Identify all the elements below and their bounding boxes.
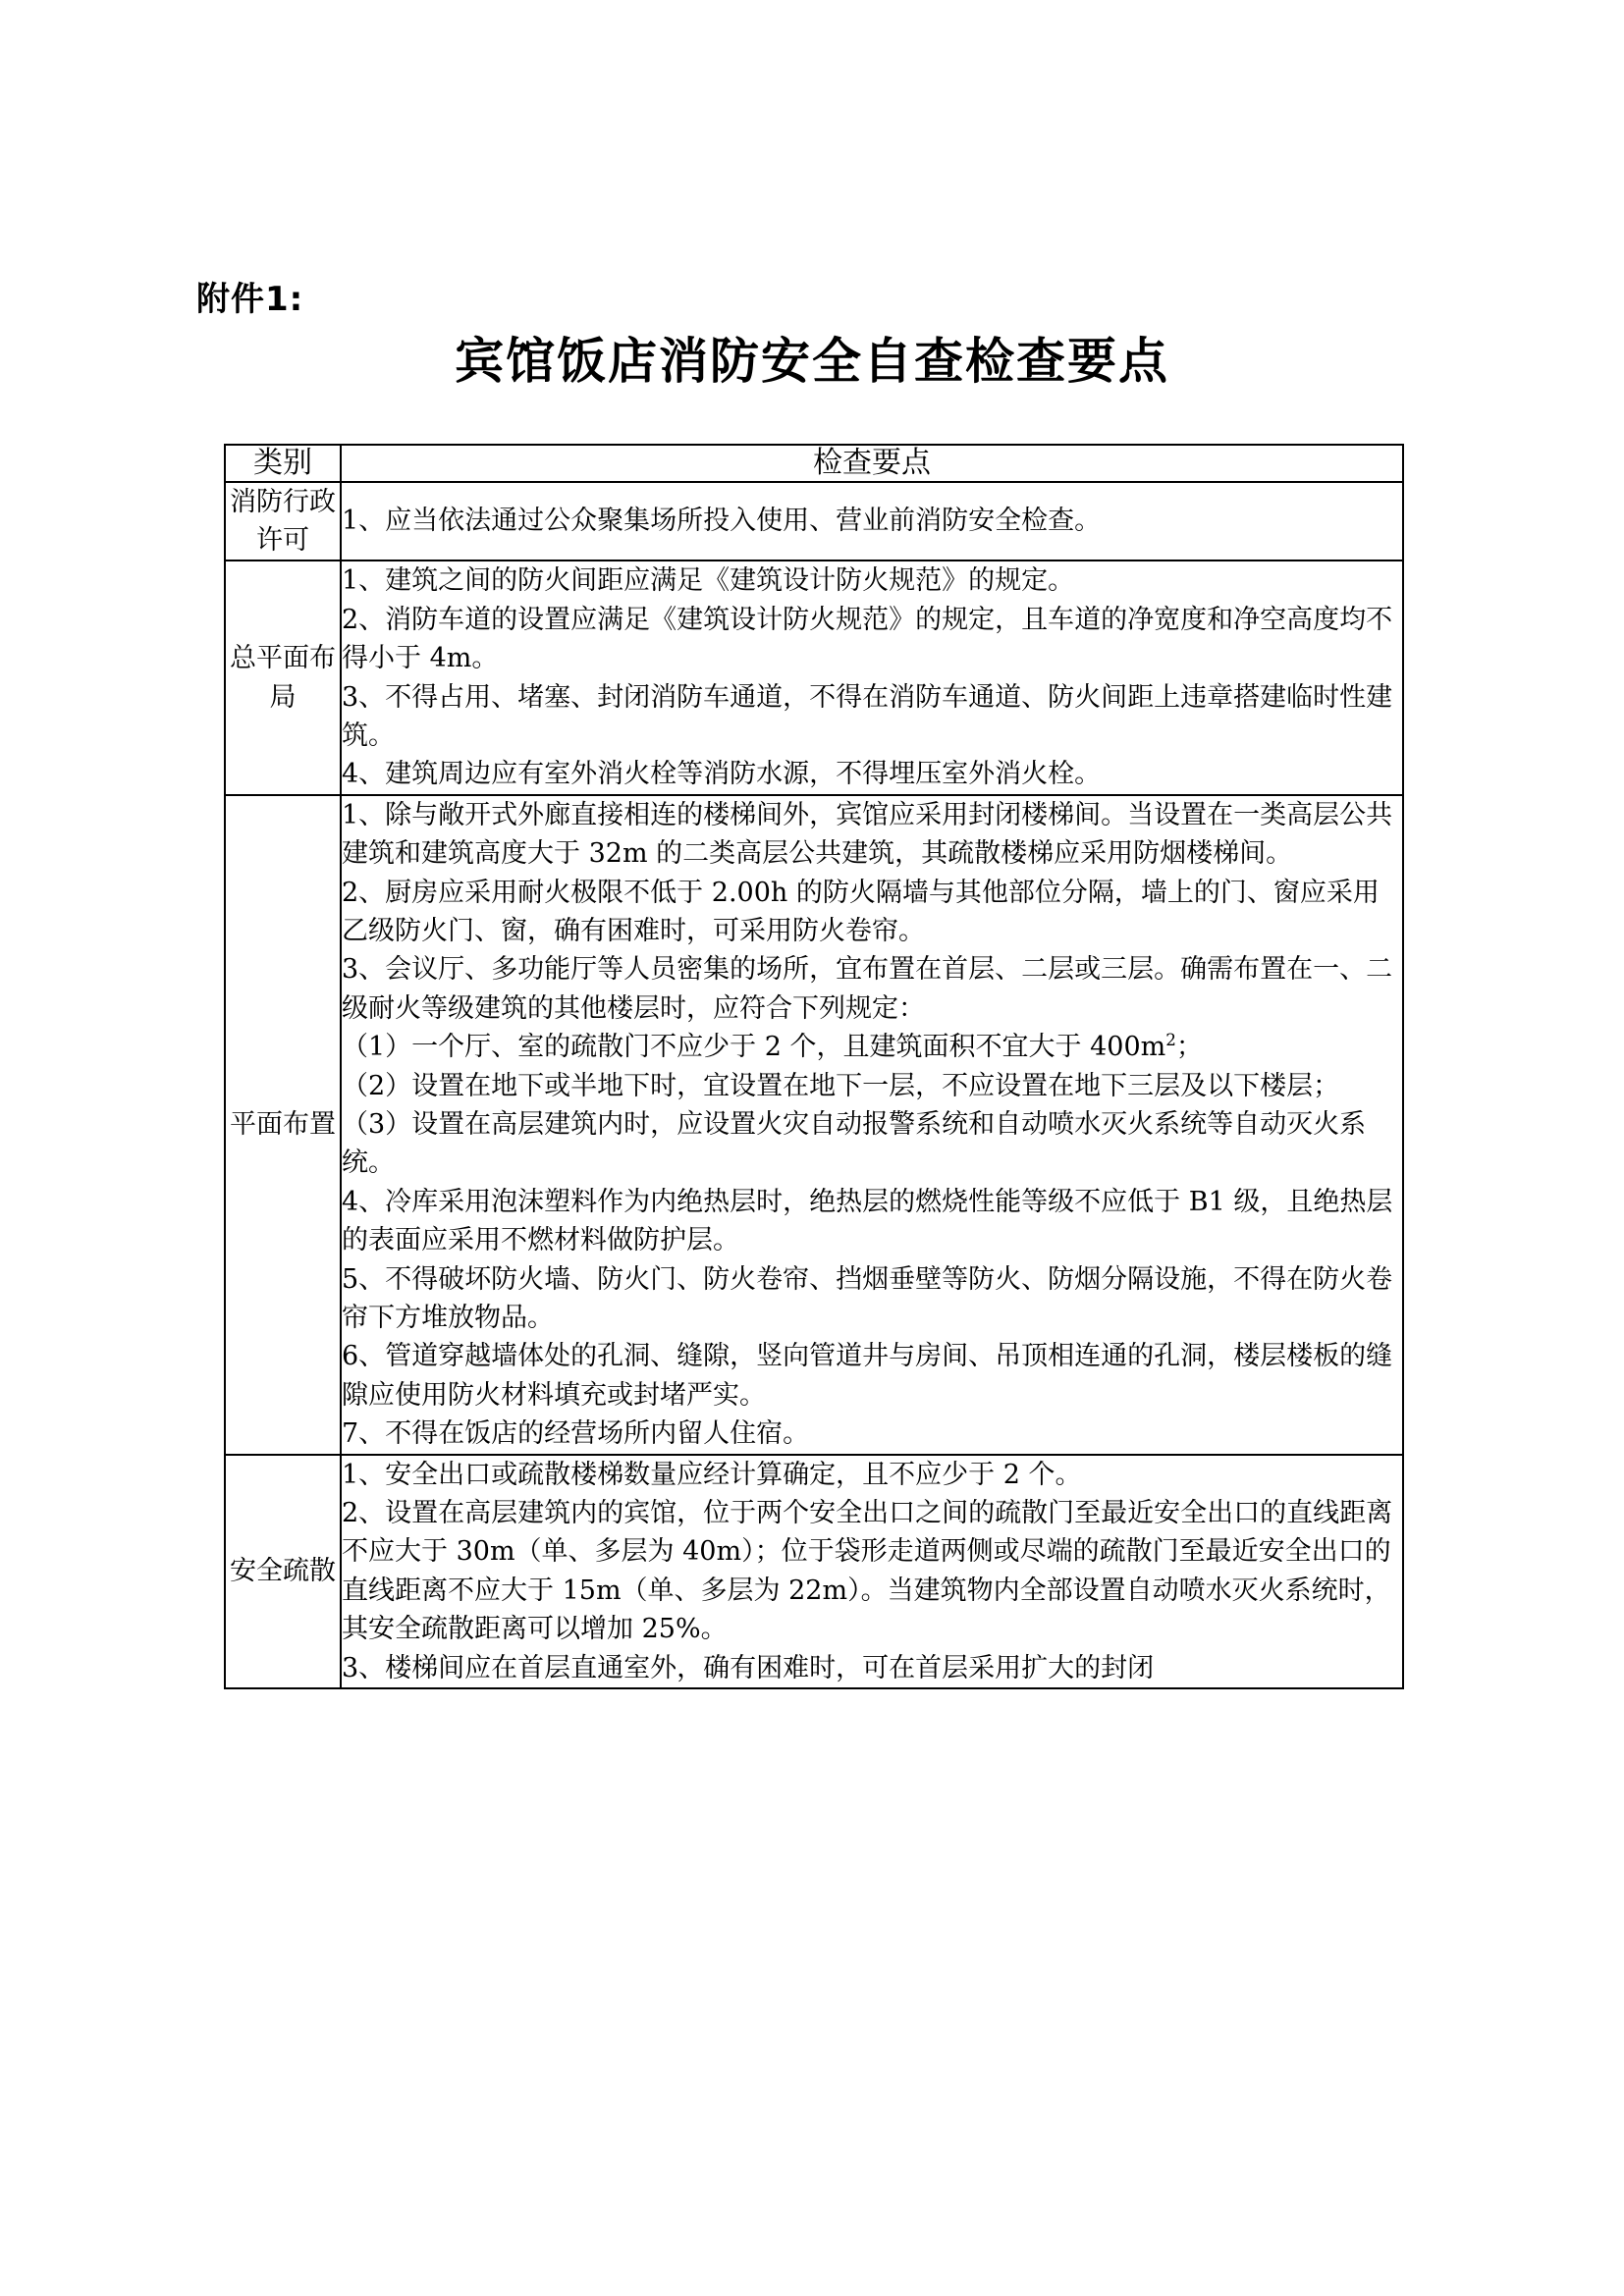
checklist-item: 1、安全出口或疏散楼梯数量应经计算确定，且不应少于 2 个。	[342, 1459, 1082, 1490]
page-title: 宾馆饭店消防安全自查检查要点	[455, 333, 1169, 390]
checklist-item: 3、楼梯间应在首层直通室外，确有困难时，可在首层采用扩大的封闭	[342, 1652, 1155, 1683]
category-cell: 总平面布局	[225, 561, 341, 794]
attachment-label: 附件1:	[196, 280, 304, 319]
superscript-two: 2	[1165, 1030, 1176, 1050]
category-cell: 安全疏散	[225, 1455, 341, 1688]
checklist-item: 1、建筑之间的防火间距应满足《建筑设计防火规范》的规定。	[342, 565, 1075, 597]
checklist-item: 2、设置在高层建筑内的宾馆，位于两个安全出口之间的疏散门至最近安全出口的直线距离不应大于 30m（单、多层为 40m）；位于袋形走道两侧或尽端的疏散门至最近安全出口的直线距离不应大于 15m（单、多层为 22m）。当建筑物内全部设置自动喷水灭火系统时，其安全疏散距离可以增加 25%。	[342, 1498, 1393, 1645]
table-row	[225, 1455, 1403, 1688]
checklist-item: 5、不得破坏防火墙、防火门、防火卷帘、挡烟垂壁等防火、防烟分隔设施，不得在防火卷帘下方堆放物品。	[342, 1263, 1393, 1333]
column-header-category: 类别	[225, 445, 341, 482]
points-cell	[341, 561, 1403, 794]
table-row	[225, 482, 1403, 561]
category-cell: 消防行政许可	[225, 482, 341, 561]
checklist-item: （1）一个厅、室的疏散门不应少于 2 个，且建筑面积不宜大于 $400m^2$；	[342, 1030, 1203, 1063]
checklist-item: 1、除与敞开式外廊直接相连的楼梯间外，宾馆应采用封闭楼梯间。当设置在一类高层公共建筑和建筑高度大于 32m 的二类高层公共建筑，其疏散楼梯应采用防烟楼梯间。	[342, 799, 1393, 870]
checklist-table	[224, 444, 1404, 1689]
points-cell	[341, 795, 1403, 1455]
checklist-item: 1、应当依法通过公众聚集场所投入使用、营业前消防安全检查。	[342, 506, 1102, 537]
points-cell	[341, 1455, 1403, 1688]
column-header-points: 检查要点	[341, 445, 1403, 482]
checklist-item: 7、不得在饭店的经营场所内留人住宿。	[342, 1418, 810, 1450]
checklist-item: 6、管道穿越墙体处的孔洞、缝隙，竖向管道井与房间、吊顶相连通的孔洞，楼层楼板的缝隙应使用防火材料填充或封堵严实。	[342, 1341, 1393, 1411]
checklist-item: 2、厨房应采用耐火极限不低于 2.00h 的防火隔墙与其他部位分隔，墙上的门、窗应采用乙级防火门、窗，确有困难时，可采用防火卷帘。	[342, 877, 1380, 946]
points-cell	[341, 482, 1403, 561]
table-row	[225, 561, 1403, 794]
table-body	[225, 482, 1403, 1688]
checklist-item: （2）设置在地下或半地下时，宜设置在地下一层，不应设置在地下三层及以下楼层；	[342, 1070, 1340, 1101]
table-row	[225, 795, 1403, 1455]
table-header-row	[225, 445, 1403, 482]
category-cell: 平面布置	[225, 795, 341, 1455]
checklist-item: （3）设置在高层建筑内时，应设置火灾自动报警系统和自动喷水灭火系统等自动灭火系统。	[342, 1108, 1367, 1179]
checklist-item: 2、消防车道的设置应满足《建筑设计防火规范》的规定，且车道的净宽度和净空高度均不得小于 4m。	[342, 604, 1393, 674]
checklist-item: 4、建筑周边应有室外消火栓等消防水源，不得埋压室外消火栓。	[342, 759, 1102, 790]
checklist-item: 3、会议厅、多功能厅等人员密集的场所，宜布置在首层、二层或三层。确需布置在一、二级耐火等级建筑的其他楼层时，应符合下列规定：	[342, 954, 1393, 1024]
checklist-item: 3、不得占用、堵塞、封闭消防车通道，不得在消防车通道、防火间距上违章搭建临时性建筑。	[342, 681, 1393, 751]
checklist-item: 4、冷库采用泡沫塑料作为内绝热层时，绝热层的燃烧性能等级不应低于 B1 级，且绝热层的表面应采用不燃材料做防护层。	[342, 1186, 1393, 1256]
